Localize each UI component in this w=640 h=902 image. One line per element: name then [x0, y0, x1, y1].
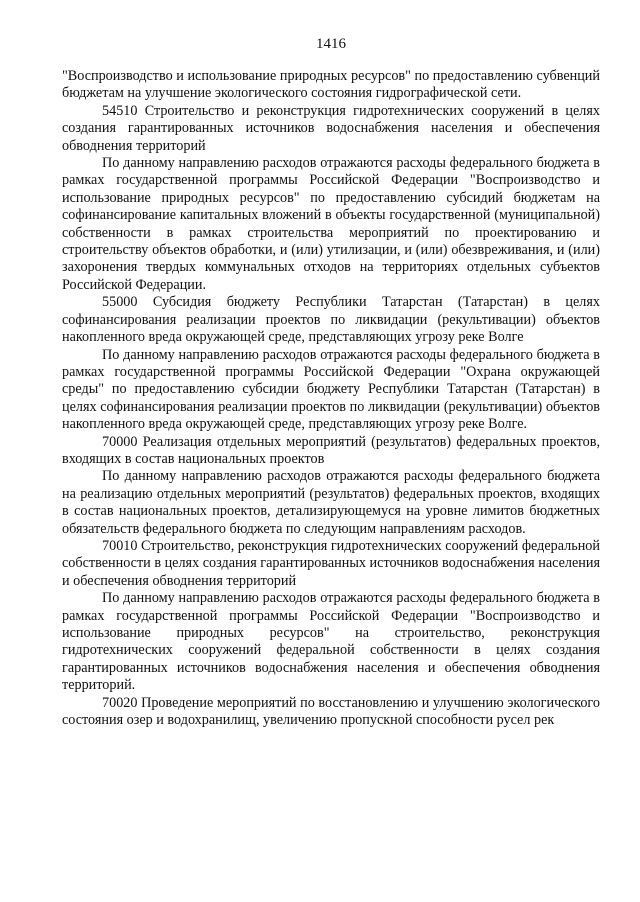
document-page — [62, 34, 600, 884]
paragraph: 70000 Реализация отдельных мероприятий (результатов) федеральных проектов, входящих в состав национальных проектов — [62, 433, 600, 467]
paragraph: 70010 Строительство, реконструкция гидротехнических сооружений федеральной собственности в целях создания гарантированных источников водоснабжения населения и обеспечения обводнения территорий — [62, 537, 600, 589]
paragraph: 54510 Строительство и реконструкция гидротехнических сооружений в целях создания гарантированных источников водоснабжения населения и обеспечения обводнения территорий — [62, 102, 600, 154]
paragraph: По данному направлению расходов отражаются расходы федерального бюджета в рамках государственной программы Российской Федерации "Воспроизводство и использование природных ресурсов" на строительство, реконструкция гидротехнических сооружений федеральной собственности в целях создания гарантированных источников водоснабжения населения и обеспечения обводнения территорий. — [62, 590, 600, 694]
paragraph: По данному направлению расходов отражаются расходы федерального бюджета на реализацию отдельных мероприятий (результатов) федеральных проектов, входящих в состав национальных проектов, детализирующемуся на уровне лимитов бюджетных обязательств федерального бюджета по следующим направлениям расходов. — [62, 468, 600, 537]
paragraph: "Воспроизводство и использование природных ресурсов" по предоставлению субвенций бюджетам на улучшение экологического состояния гидрографической сети. — [62, 68, 600, 102]
paragraph: 70020 Проведение мероприятий по восстановлению и улучшению экологического состояния озер и водохранилищ, увеличению пропускной способности русел рек — [62, 694, 600, 729]
paragraph: По данному направлению расходов отражаются расходы федерального бюджета в рамках государственной программы Российской Федерации "Охрана окружающей среды" по предоставлению субсидии бюджету Республики Татарстан (Татарстан) в целях софинансирования реализации проектов по ликвидации (рекультивации) объектов накопленного вреда окружающей среде, представляющих угрозу реке Волге. — [62, 346, 600, 433]
paragraph: По данному направлению расходов отражаются расходы федерального бюджета в рамках государственной программы Российской Федерации "Воспроизводство и использование природных ресурсов" по предоставлению субсидий бюджетам на софинансирование капитальных вложений в объекты государственной (муниципальной) собственности в рамках строительства мероприятий по проектированию и строительству объектов обработки, и (или) утилизации, и (или) обезвреживания, и (или) захоронения твердых коммунальных отходов на территориях отдельных субъектов Российской Федерации. — [62, 155, 600, 293]
paragraph: 55000 Субсидия бюджету Республики Татарстан (Татарстан) в целях софинансирования реализации проектов по ликвидации (рекультивации) объектов накопленного вреда окружающей среде, представляющих угрозу реке Волге — [62, 294, 600, 346]
page-number: 1416 — [316, 36, 346, 52]
